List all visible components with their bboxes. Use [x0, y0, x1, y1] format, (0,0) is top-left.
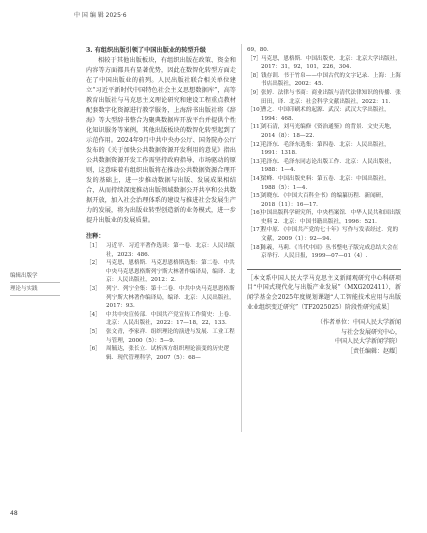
- reference-text: 马克思，恩格斯．中国出版史．北京：北京大学出版社，2017：31，92，101，226，304.: [261, 55, 401, 71]
- reference-item: [86, 242, 236, 259]
- body-paragraph: 相较于其他出版板块，有组织出版在政策、资金和内容等方面都具有显著优势，因此在数智化转型方面走在了中国出版业的前列。人民出版社联合相关单位建立“习近平新时代中国特色社会主义思想数据库”，高等教育出版社与马克思主义理论研究和建设工程重点教材配套数字化资源进行教学服务，上海辞书出版社将《辞海》等大型辞书整合为聚典数据库开放平台并提供个性化知识服务等案例，其他出版板块的数智化转型起到了示范作用。2024年9月中共中央办公厅、国务院办公厅发布的《关于加快公共数据资源开发利用的意见》指出公共数据资源开发工作需坚持政府指导、市场驱动的原则，这意味着有组织出版将在推动公共数据资源合理开发的基础上，进一步推动数据与出版、发展成果相结合，从而持续深度推动出版领域数据公开共享和公共数据开放，加入社会治理体系的建设与推进社会发展生产力的发展，将为出版业转型创造新的业务模式，进一步提升出版业的发展质量。: [86, 57, 236, 224]
- subsection-label: 理论与实践: [10, 283, 60, 296]
- reference-number: ［16］: [247, 210, 266, 217]
- journal-header: 中 国 编 辑 2025·6: [74, 12, 127, 19]
- reference-number: ［9］: [247, 89, 262, 96]
- reference-text: 毛泽东．毛泽东同志论出版工作．北京：人民出版社，1988：1—4.: [261, 158, 396, 174]
- reference-text: 习近平．习近平著作选读：第一卷．北京：人民出版社，2023：486.: [106, 243, 235, 258]
- reference-number: ［18］: [247, 244, 266, 251]
- reference-item: [247, 192, 401, 209]
- reference-list: [247, 55, 401, 261]
- reference-item: [86, 345, 236, 362]
- reference-number: ［17］: [247, 227, 266, 234]
- right-column: [247, 46, 401, 357]
- reference-number: ［12］: [247, 141, 266, 148]
- reference-item: [247, 244, 401, 261]
- reference-item: [247, 89, 401, 106]
- reference-number: ［5］: [86, 328, 101, 335]
- section-subhead: 3. 有组织出版引领了中国出版业的转型升级: [86, 47, 206, 54]
- reference-item: [247, 158, 401, 175]
- reference-number: ［8］: [247, 72, 262, 79]
- reference-number: ［13］: [247, 158, 266, 165]
- reference-item: [86, 285, 236, 311]
- reference-number: ［15］: [247, 193, 266, 200]
- reference-text: 曹之．中国印刷术的起源．武汉：武汉大学出版社，1994：468.: [261, 107, 390, 122]
- author-line: （作者单位：中国人民大学新闻: [316, 319, 401, 327]
- reference-number: ［1］: [86, 243, 101, 249]
- reference-item: [247, 141, 401, 158]
- reference-text: 陈羲，马莉．《当代中国》丛书整电子版完成总结大会在京举行．人民日报，1999—07—01（4）.: [261, 244, 399, 260]
- author-affiliation: [247, 318, 401, 347]
- reference-number: ［2］: [86, 260, 101, 267]
- reference-text: 列宁．列宁全集：第十二卷．中共中央马克思恩格斯列宁斯大林著作编译局，编译．北京：人民出版社，2017：93.: [106, 285, 235, 310]
- reference-text: 张婷．法律与书商：商业出版与清代法律知识的传播．张田田，译．北京：社会科学文献出版社，2022：11.: [261, 89, 401, 105]
- reference-item: [86, 328, 236, 345]
- reference-text: 钱存训．书于竹帛——中国古代的文字记录．上海：上海书店出版社，2002：45.: [261, 72, 401, 88]
- column-divider: [241, 44, 242, 432]
- reference-continuation: 69，80.: [247, 47, 269, 53]
- reference-text: 程中原．《中国共产党的七十年》写作与发表经过．党的文献，2009（1）：92—94.: [261, 227, 399, 243]
- reference-item: [247, 123, 401, 140]
- reference-item: [247, 106, 401, 123]
- reference-number: ［7］: [247, 55, 262, 62]
- reference-number: ［11］: [247, 124, 266, 131]
- page-number: 48: [10, 510, 18, 517]
- reference-text: 中国出版科学研究所，中央档案馆．中华人民共和国出版史料 2．北京：中国书籍出版社，1996：521.: [261, 210, 401, 225]
- reference-list: [86, 242, 236, 362]
- reference-number: ［3］: [86, 285, 101, 292]
- reference-item: [247, 175, 401, 192]
- reference-item: [247, 209, 401, 226]
- reference-text: 刘晓东．《中国大百科全书》的编纂历程．新闻研，2018（11）：16—17.: [261, 193, 387, 208]
- left-column: [86, 46, 236, 362]
- author-line: 与社会发展研究中心，: [340, 328, 401, 336]
- responsible-editor: ［责任编辑：赵耀］: [346, 348, 401, 355]
- reference-number: ［6］: [86, 346, 101, 353]
- reference-text: 张文青，李家祥．组织理论的演进与发展．工业工程与管理，2000（5）：5—9.: [106, 328, 235, 344]
- author-line: 中国人民大学新闻学院）: [334, 338, 401, 346]
- reference-item: [247, 55, 401, 72]
- reference-item: [86, 311, 236, 328]
- reference-text: 毛泽东．毛泽东选集：第四卷．北京：人民出版社，1991：1318.: [261, 141, 390, 157]
- reference-number: ［10］: [247, 107, 266, 114]
- notes-heading: 注释：: [86, 233, 105, 240]
- reference-number: ［14］: [247, 175, 266, 182]
- reference-text: 梁峰．中国出版史料：第五卷．北京：中国出版社，1988（5）：1—4.: [261, 175, 390, 191]
- reference-text: 马克思，恩格斯．马克思恩格斯选集：第二卷．中共中央马克思恩格斯列宁斯大林著作编译局，编译．北京：人民出版社，2012：2.: [106, 260, 235, 284]
- funding-note: ［本文系中国人民大学马克思主义新闻观研究中心科研项目“中国式现代化与出版产业发展”（MXG202411），新闻学基金会2025年度规划课题“人工智能技术应用与出版业业组织变迁研究”（TF2025025）阶段性研究成果］: [247, 269, 401, 312]
- reference-text: 刘石清，刘马光编修《资治通鉴》的背景．文史天地，2014（8）：18—22.: [261, 124, 396, 139]
- reference-item: [86, 259, 236, 285]
- reference-item: [247, 72, 401, 89]
- reference-number: ［4］: [86, 311, 101, 318]
- section-sidebar: [10, 270, 60, 296]
- section-label: 编辑出版学: [10, 270, 60, 283]
- reference-text: 周毓达，张长立．试析西方组织理论演变的历史逻辑．现代管理科学，2007（5）：68—: [106, 346, 230, 361]
- reference-text: 中共中央宣传部．中国共产党宣传工作简史：上卷．北京：人民出版社，2022：17—18，22，133.: [106, 311, 235, 327]
- reference-item: [247, 226, 401, 243]
